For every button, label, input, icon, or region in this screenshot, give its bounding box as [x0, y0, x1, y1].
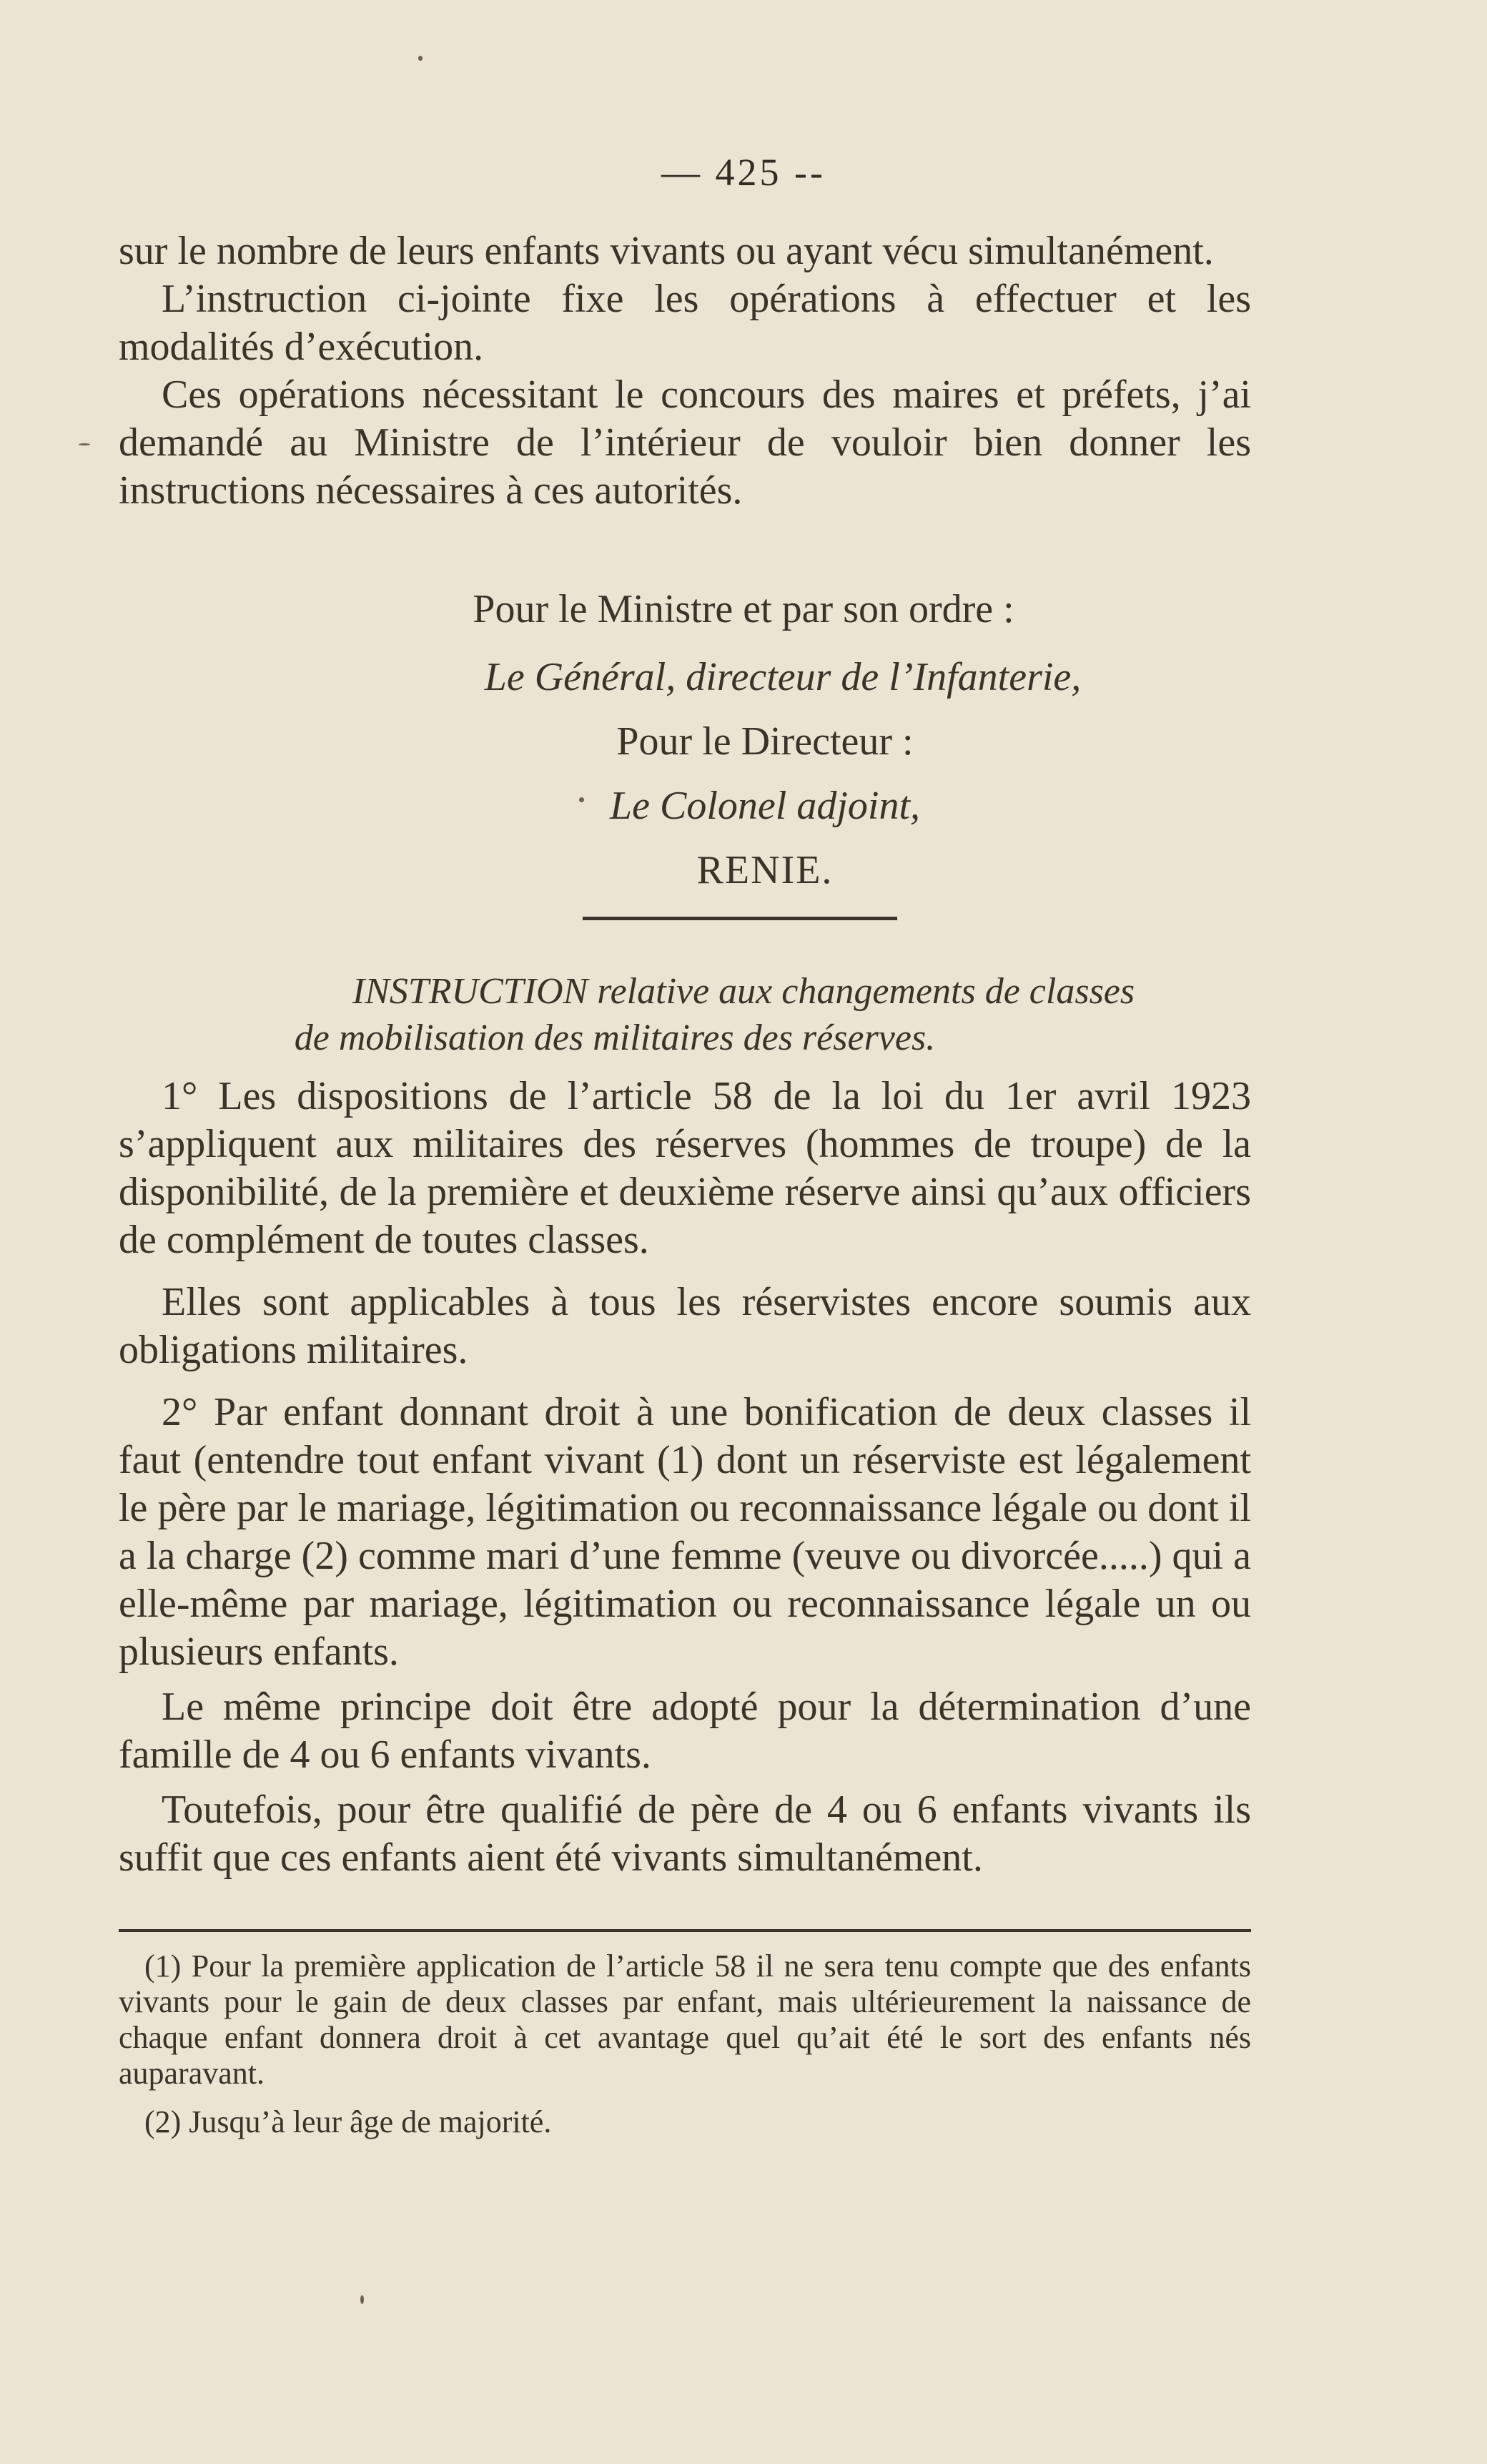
- page-number: — 425 --: [661, 151, 826, 194]
- paragraph-bonification: 2° Par enfant donnant droit à une bonification de deux classes il faut (entendre tout enfant vivant (1) dont un réserviste est légalement le père par le mariage, légitimation ou reconnaissance légale ou dont il a la charge (2) comme mari d’une femme (veuve ou divorcée.....) qui a elle-même par mariage, légitimation ou reconnaissance légale un ou plusieurs enfants.: [119, 1390, 1251, 1674]
- paper-speck: [360, 2295, 364, 2304]
- paragraph-continuation: sur le nombre de leurs enfants vivants ou ayant vécu simultanément.: [119, 229, 1214, 273]
- section-divider: [583, 917, 897, 920]
- instruction-title-line-2: de mobilisation des militaires des réserves.: [294, 1017, 936, 1058]
- signature-title: directeur de l’Infanterie,: [676, 655, 1082, 699]
- instruction-subject: relative aux changements de classes: [588, 971, 1135, 1012]
- signature-line-3: Pour le Directeur :: [616, 719, 914, 764]
- paragraph-same-principle: Le même principe doit être adopté pour la détermination d’une famille de 4 ou 6 enfants vivants.: [119, 1685, 1251, 1777]
- paragraph-operations: Ces opérations nécessitant le concours des maires et préfets, j’ai demandé au Ministre de l’intérieur de vouloir bien donner les instructions nécessaires à ces autorités.: [119, 373, 1251, 513]
- paper-speck: [418, 56, 423, 61]
- signature-rank: Le Général,: [484, 655, 676, 699]
- instruction-title-line-1: [129, 969, 1358, 1015]
- footnote-1: (1) Pour la première application de l’article 58 il ne sera tenu compte que des enfants vivants pour le gain de deux classes par enfant, mais ultérieurement la naissance de chaque enfant donnera droit à cet avantage quel qu’ait été le sort des enfants nés auparavant.: [119, 1948, 1251, 2091]
- signature-line-4: Le Colonel adjoint,: [610, 784, 920, 828]
- signature-line-2: [0, 654, 1487, 700]
- paper-speck: [79, 443, 90, 445]
- paragraph-applicable: Elles sont applicables à tous les réservistes encore soumis aux obligations militaires.: [119, 1280, 1251, 1372]
- paragraph-however: Toutefois, pour être qualifié de père de 4 ou 6 enfants vivants ils suffit que ces enfants aient été vivants simultanément.: [119, 1788, 1251, 1880]
- instruction-keyword: INSTRUCTION: [352, 971, 588, 1012]
- instruction-body: [119, 1073, 1251, 1882]
- footnote-2: (2) Jusqu’à leur âge de majorité.: [144, 2104, 552, 2139]
- signature-name: RENIE.: [696, 848, 834, 892]
- footnote-divider: [119, 1929, 1251, 1932]
- paper-speck: [579, 797, 584, 802]
- footnotes: [119, 1948, 1251, 2140]
- paragraph-instruction-note: L’instruction ci-jointe fixe les opérations à effectuer et les modalités d’exécution.: [119, 277, 1251, 369]
- signature-line-1: Pour le Ministre et par son ordre :: [473, 587, 1014, 631]
- paragraph-article-58: 1° Les dispositions de l’article 58 de la loi du 1er avril 1923 s’appliquent aux militaires des réserves (hommes de troupe) de la disponibilité, de la première et deuxième réserve ainsi qu’aux officiers de complément de toutes classes.: [119, 1074, 1251, 1262]
- opening-text: [119, 227, 1251, 515]
